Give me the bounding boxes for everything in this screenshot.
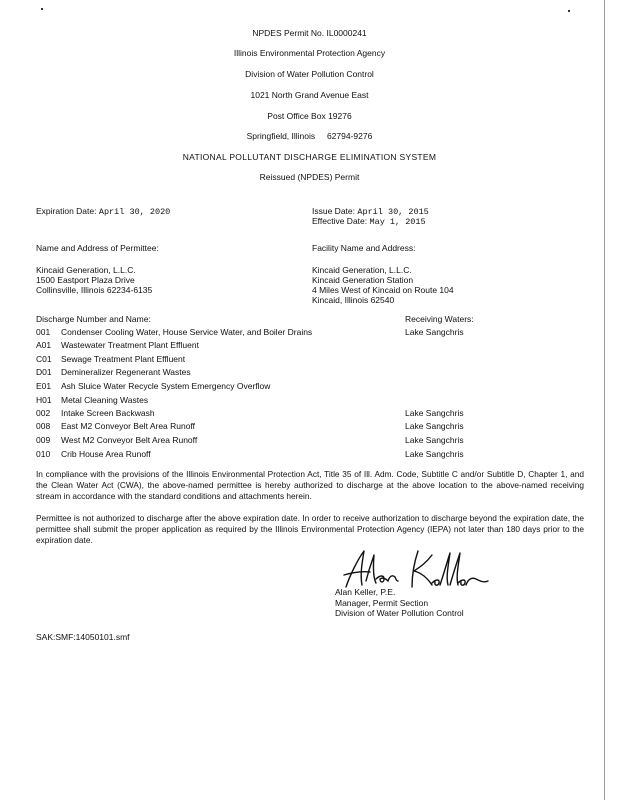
- compliance-paragraph: In compliance with the provisions of the Illinois Environmental Protection Act, Title 35 of Ill. Adm. Code, Subtitle C and/or Subtitle D, Chapter 1, and the Clean Water Act (CWA), the above-named permittee is hereby authorized to discharge at the above location to the above-named receiving stream in accordance with the standard conditions and attachments herein.: [36, 469, 584, 501]
- receiving-water: Lake Sangchris: [405, 435, 464, 445]
- issue-value: April 30, 2015: [357, 207, 429, 217]
- signer-title: Manager, Permit Section: [335, 598, 429, 608]
- discharge-name: Crib House Area Runoff: [61, 449, 151, 459]
- discharge-heading: Discharge Number and Name:: [36, 314, 151, 324]
- discharge-name: West M2 Conveyor Belt Area Runoff: [61, 435, 198, 445]
- signer-division: Division of Water Pollution Control: [335, 608, 464, 618]
- receiving-waters-heading: Receiving Waters:: [405, 314, 474, 324]
- permit-type: Reissued (NPDES) Permit: [259, 172, 360, 182]
- receiving-water: Lake Sangchris: [405, 327, 464, 337]
- discharge-code: 010: [36, 449, 51, 459]
- permittee-heading: Name and Address of Permittee:: [36, 243, 159, 253]
- receiving-water: Lake Sangchris: [405, 449, 464, 459]
- receiving-water: Lake Sangchris: [405, 421, 464, 431]
- facility-line: Kincaid Generation, L.L.C.: [312, 265, 412, 275]
- agency-name: Illinois Environmental Protection Agency: [233, 48, 386, 58]
- permittee-line: 1500 Eastport Plaza Drive: [36, 275, 135, 285]
- facility-line: Kincaid Generation Station: [312, 275, 414, 285]
- facility-line: Kincaid, Illinois 62540: [312, 295, 395, 305]
- discharge-name: Condenser Cooling Water, House Service Water, and Boiler Drains: [61, 327, 313, 337]
- effective-date: [312, 216, 426, 227]
- system-title: NATIONAL POLLUTANT DISCHARGE ELIMINATION SYSTEM: [182, 152, 437, 162]
- discharge-code: C01: [36, 354, 52, 364]
- discharge-name: East M2 Conveyor Belt Area Runoff: [61, 421, 196, 431]
- issue-label: Issue Date:: [312, 206, 355, 216]
- expiration-value: April 30, 2020: [98, 207, 171, 217]
- discharge-code: H01: [36, 395, 52, 405]
- scan-speck: [568, 10, 570, 12]
- discharge-code: 001: [36, 327, 51, 337]
- discharge-name: Demineralizer Regenerant Wastes: [61, 367, 191, 377]
- discharge-name: Wastewater Treatment Plant Effluent: [61, 340, 199, 350]
- permit-number: NPDES Permit No. IL0000241: [252, 28, 367, 38]
- street-address: 1021 North Grand Avenue East: [250, 90, 369, 100]
- discharge-code: 009: [36, 435, 51, 445]
- discharge-code: 002: [36, 408, 51, 418]
- permittee-line: Collinsville, Illinois 62234-6135: [36, 285, 153, 295]
- discharge-name: Metal Cleaning Wastes: [61, 395, 149, 405]
- discharge-code: 008: [36, 421, 51, 431]
- expiration-paragraph: Permittee is not authorized to discharge after the above expiration date. In order to receive authorization to discharge beyond the expiration date, the permittee shall submit the proper application as required by the Illinois Environmental Protection Agency (IEPA) not later than 180 days prior to the expiration date.: [36, 513, 584, 545]
- facility-line: 4 Miles West of Kincaid on Route 104: [312, 285, 454, 295]
- discharge-code: A01: [36, 340, 52, 350]
- po-box: Post Office Box 19276: [267, 111, 352, 121]
- city-state-zip: Springfield, Illinois 62794-9276: [246, 131, 373, 141]
- signer-name: Alan Keller, P.E.: [335, 587, 396, 597]
- discharge-name: Ash Sluice Water Recycle System Emergency Overflow: [61, 381, 271, 391]
- effective-value: May 1, 2015: [369, 217, 426, 227]
- discharge-code: D01: [36, 367, 52, 377]
- scan-speck: [41, 8, 43, 10]
- division-name: Division of Water Pollution Control: [245, 69, 374, 79]
- file-reference: SAK:SMF:14050101.smf: [36, 632, 130, 642]
- discharge-name: Sewage Treatment Plant Effluent: [61, 354, 186, 364]
- facility-heading: Facility Name and Address:: [312, 243, 416, 253]
- expiration-label: Expiration Date:: [36, 206, 97, 216]
- permittee-line: Kincaid Generation, L.L.C.: [36, 265, 136, 275]
- effective-label: Effective Date:: [312, 216, 368, 226]
- discharge-name: Intake Screen Backwash: [61, 408, 155, 418]
- receiving-water: Lake Sangchris: [405, 408, 464, 418]
- expiration-date: [36, 206, 170, 217]
- discharge-code: E01: [36, 381, 52, 391]
